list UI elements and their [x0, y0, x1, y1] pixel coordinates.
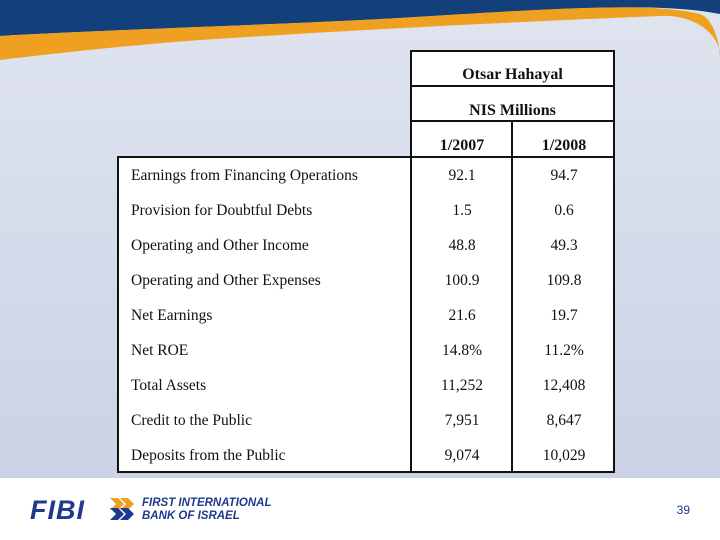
column-header-2008: 1/2008 [541, 137, 587, 154]
row-label: Total Assets [131, 377, 207, 394]
row-value-2007: 92.1 [448, 167, 476, 184]
row-value-2008: 8,647 [546, 412, 582, 429]
bank-name-line2: BANK OF ISRAEL [142, 510, 240, 522]
row-value-2007: 11,252 [440, 377, 484, 394]
row-value-2007: 21.6 [448, 307, 476, 324]
grid-line [613, 50, 615, 473]
row-value-2007: 48.8 [448, 237, 476, 254]
row-value-2007: 1.5 [452, 202, 472, 219]
fibi-logo-icon [106, 495, 140, 523]
row-label: Operating and Other Income [131, 237, 309, 254]
fibi-logo-wordmark: FIBI [30, 495, 85, 525]
row-value-2008: 49.3 [550, 237, 578, 254]
row-value-2008: 109.8 [546, 272, 582, 289]
row-value-2007: 9,074 [444, 447, 480, 464]
bank-name [142, 497, 271, 523]
grid-line [410, 50, 615, 52]
page-number: 39 [676, 503, 690, 517]
row-label: Credit to the Public [131, 412, 252, 429]
bank-name-line1: FIRST INTERNATIONAL [142, 497, 272, 509]
row-label: Net Earnings [131, 307, 213, 324]
row-label: Deposits from the Public [131, 447, 286, 464]
row-label: Operating and Other Expenses [131, 272, 321, 289]
row-value-2007: 7,951 [444, 412, 480, 429]
table-subtitle: NIS Millions [469, 102, 556, 119]
row-label: Earnings from Financing Operations [131, 167, 358, 184]
row-value-2007: 100.9 [444, 272, 480, 289]
row-value-2008: 11.2% [544, 342, 584, 359]
row-value-2008: 0.6 [554, 202, 574, 219]
row-value-2008: 12,408 [542, 377, 586, 394]
table-title: Otsar Hahayal [462, 66, 563, 83]
column-header-2007: 1/2007 [439, 137, 485, 154]
row-label: Net ROE [131, 342, 189, 359]
row-value-2008: 94.7 [550, 167, 578, 184]
grid-line [117, 156, 119, 473]
grid-line [117, 471, 615, 473]
row-label: Provision for Doubtful Debts [131, 202, 313, 219]
row-value-2007: 14.8% [441, 342, 483, 359]
row-value-2008: 10,029 [542, 447, 586, 464]
row-value-2008: 19.7 [550, 307, 578, 324]
grid-line [117, 156, 615, 158]
grid-line [410, 85, 615, 87]
